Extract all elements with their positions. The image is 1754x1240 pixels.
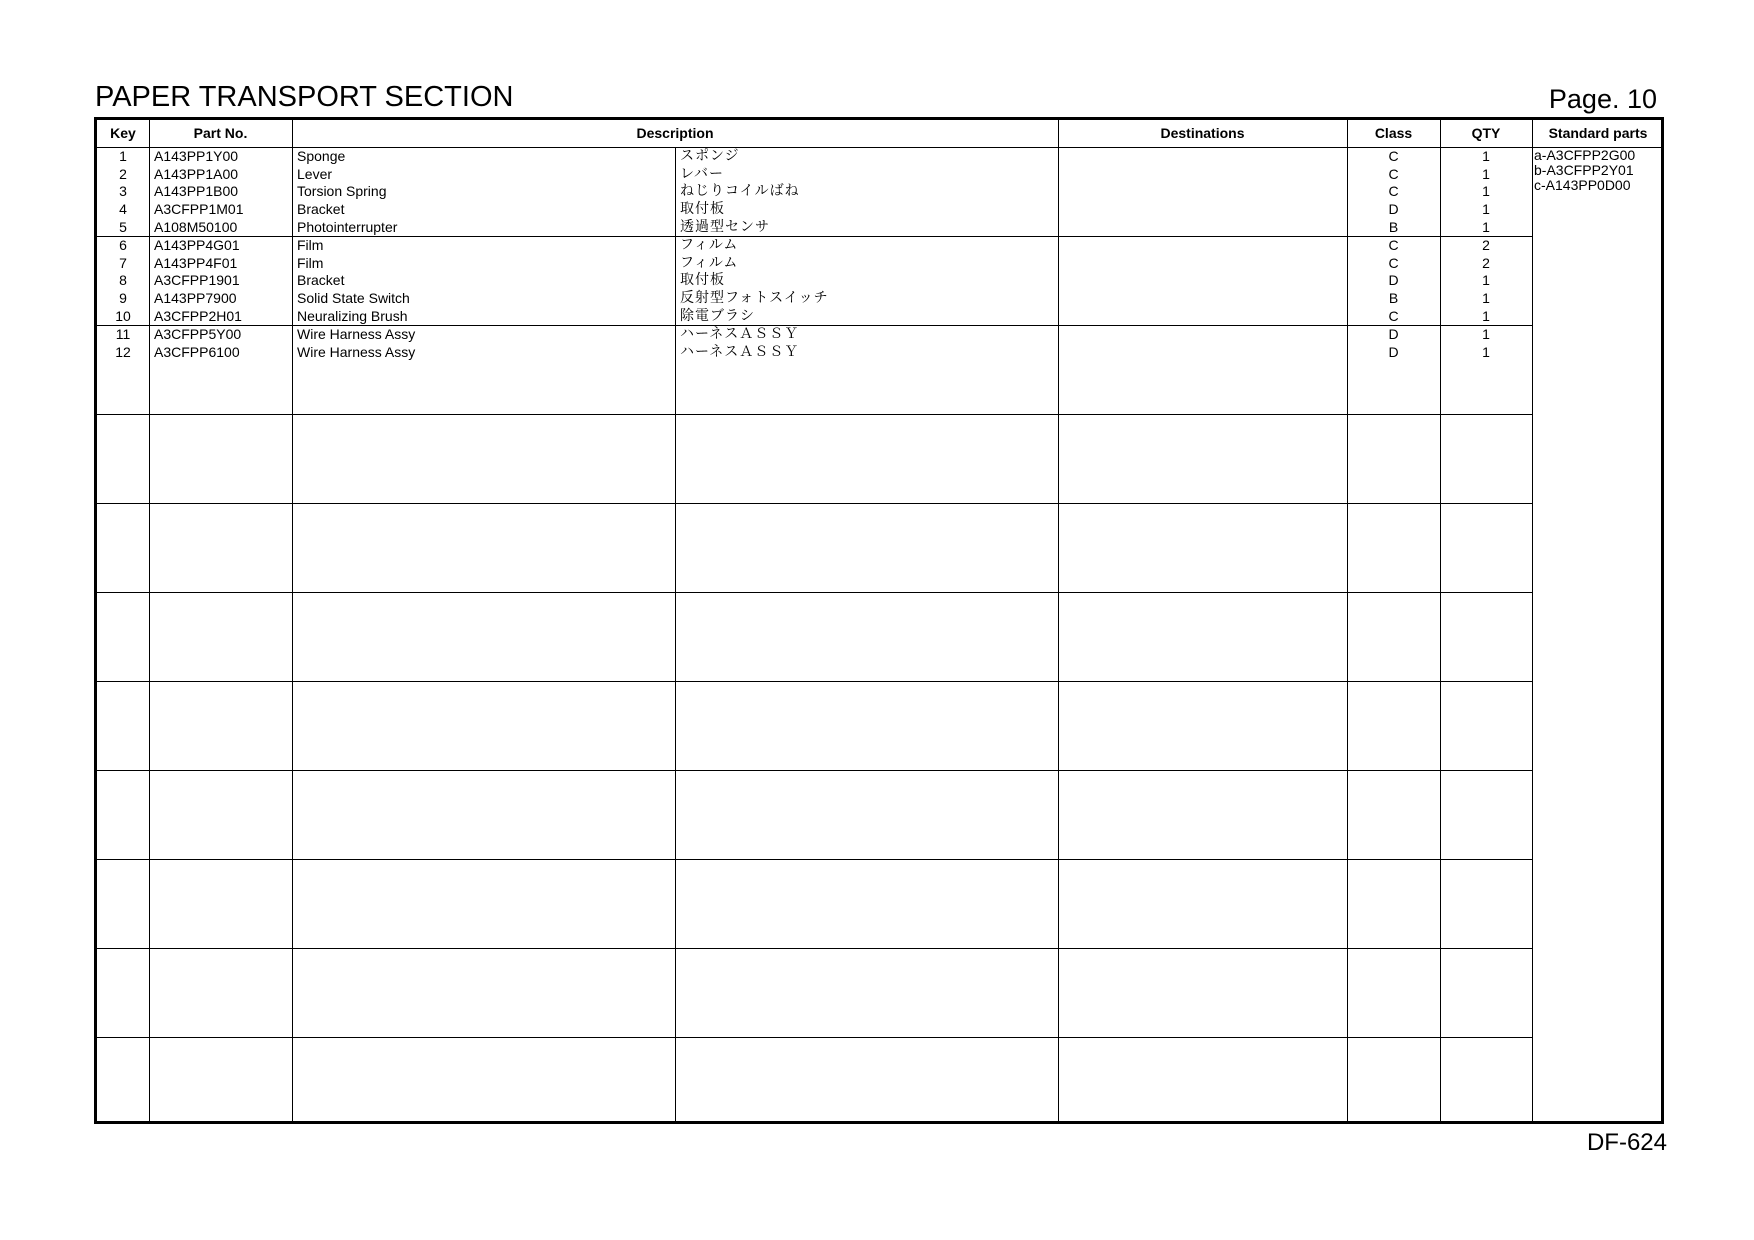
group-divider xyxy=(97,859,1532,860)
row-description-jp: 透過型センサ xyxy=(680,218,770,235)
row-part-no: A143PP1B00 xyxy=(154,183,239,200)
row-description-jp: ハーネスＡＳＳＹ xyxy=(680,326,800,342)
group-divider xyxy=(97,681,1532,682)
row-class: C xyxy=(1388,307,1399,324)
row-class: C xyxy=(1388,254,1399,271)
row-key: 6 xyxy=(119,237,127,253)
row-class: D xyxy=(1388,272,1399,289)
row-key: 10 xyxy=(115,307,131,324)
row-class: C xyxy=(1388,165,1399,182)
row-description: Sponge xyxy=(297,148,346,164)
row-qty: 1 xyxy=(1482,201,1490,218)
table-row xyxy=(97,308,1527,326)
page-number: Page. 10 xyxy=(1548,84,1657,114)
row-description: Neuralizing Brush xyxy=(297,307,408,324)
row-key: 7 xyxy=(119,254,127,271)
row-key: 3 xyxy=(119,183,127,200)
row-part-no: A143PP4G01 xyxy=(154,237,240,253)
table-row xyxy=(97,183,1527,201)
table-row xyxy=(97,166,1527,184)
row-description: Wire Harness Assy xyxy=(297,343,416,360)
row-description: Photointerrupter xyxy=(297,218,398,235)
parts-table xyxy=(94,117,1664,1124)
group-divider xyxy=(97,592,1532,593)
table-row xyxy=(97,290,1527,308)
column-header-standard-parts: Standard parts xyxy=(1548,125,1648,141)
row-description: Bracket xyxy=(297,201,345,218)
standard-part-item: c-A143PP0D00 xyxy=(1534,177,1631,193)
group-divider xyxy=(97,503,1532,504)
row-description-jp: スポンジ xyxy=(680,148,740,164)
row-description: Film xyxy=(297,237,324,253)
row-qty: 1 xyxy=(1482,272,1490,289)
row-description-jp: 取付板 xyxy=(680,272,725,289)
row-part-no: A143PP7900 xyxy=(154,290,237,307)
row-part-no: A108M50100 xyxy=(154,218,238,235)
row-class: B xyxy=(1388,218,1399,235)
row-key: 8 xyxy=(119,272,127,289)
row-description: Torsion Spring xyxy=(297,183,387,200)
row-class: B xyxy=(1388,290,1399,307)
table-row xyxy=(97,148,1527,166)
row-qty: 1 xyxy=(1482,290,1490,307)
column-header-qty: QTY xyxy=(1471,125,1501,141)
row-key: 4 xyxy=(119,201,127,218)
row-qty: 1 xyxy=(1482,218,1490,235)
row-key: 11 xyxy=(115,326,131,342)
row-key: 2 xyxy=(119,165,127,182)
row-qty: 1 xyxy=(1482,183,1490,200)
row-qty: 1 xyxy=(1482,343,1490,360)
row-description-jp: 取付板 xyxy=(680,201,725,218)
row-class: D xyxy=(1388,326,1399,342)
row-description-jp: 反射型フォトスイッチ xyxy=(680,290,829,307)
row-description: Wire Harness Assy xyxy=(297,326,416,342)
row-description-jp: 除電ブラシ xyxy=(680,307,755,324)
table-row xyxy=(97,326,1527,344)
table-row xyxy=(97,237,1527,255)
row-class: D xyxy=(1388,201,1399,218)
standard-part-item: b-A3CFPP2Y01 xyxy=(1534,162,1634,178)
column-header-destinations: Destinations xyxy=(1160,125,1245,141)
row-description: Film xyxy=(297,254,324,271)
table-row xyxy=(97,219,1527,237)
table-row xyxy=(97,272,1527,290)
row-description: Bracket xyxy=(297,272,345,289)
row-qty: 1 xyxy=(1482,326,1490,342)
column-header-key: Key xyxy=(110,125,136,141)
column-header-class: Class xyxy=(1374,125,1413,141)
standard-part-item: a-A3CFPP2G00 xyxy=(1534,147,1636,163)
row-qty: 1 xyxy=(1482,307,1490,324)
row-description-jp: ねじりコイルばね xyxy=(680,183,800,200)
row-key: 12 xyxy=(115,343,131,360)
row-key: 9 xyxy=(119,290,127,307)
document-code: DF-624 xyxy=(1586,1129,1667,1156)
table-row xyxy=(97,201,1527,219)
row-part-no: A143PP4F01 xyxy=(154,254,238,271)
table-row xyxy=(97,344,1527,362)
page-title: PAPER TRANSPORT SECTION xyxy=(95,81,514,113)
row-qty: 2 xyxy=(1482,254,1490,271)
row-class: D xyxy=(1388,343,1399,360)
row-part-no: A3CFPP2H01 xyxy=(154,307,242,324)
row-part-no: A3CFPP5Y00 xyxy=(154,326,242,342)
column-divider xyxy=(1532,120,1533,1121)
row-part-no: A3CFPP1M01 xyxy=(154,201,244,218)
row-part-no: A3CFPP6100 xyxy=(154,343,240,360)
row-qty: 1 xyxy=(1482,148,1490,164)
row-class: C xyxy=(1388,183,1399,200)
group-divider xyxy=(97,1037,1532,1038)
column-header-description: Description xyxy=(636,125,714,141)
row-part-no: A143PP1A00 xyxy=(154,165,239,182)
group-divider xyxy=(97,948,1532,949)
row-part-no: A143PP1Y00 xyxy=(154,148,239,164)
row-qty: 1 xyxy=(1482,165,1490,182)
group-divider xyxy=(97,770,1532,771)
row-description-jp: レバー xyxy=(680,165,725,182)
standard-parts-list xyxy=(1534,148,1635,193)
row-key: 1 xyxy=(119,148,127,164)
column-header-part-no: Part No. xyxy=(193,125,248,141)
group-divider xyxy=(97,414,1532,415)
row-class: C xyxy=(1388,237,1399,253)
row-description-jp: フィルム xyxy=(680,237,739,253)
row-part-no: A3CFPP1901 xyxy=(154,272,240,289)
row-description-jp: ハーネスＡＳＳＹ xyxy=(680,343,800,360)
row-class: C xyxy=(1388,148,1399,164)
row-key: 5 xyxy=(119,218,127,235)
row-qty: 2 xyxy=(1482,237,1490,253)
row-description-jp: フィルム xyxy=(680,254,739,271)
row-description: Solid State Switch xyxy=(297,290,410,307)
table-row xyxy=(97,255,1527,273)
row-description: Lever xyxy=(297,165,333,182)
